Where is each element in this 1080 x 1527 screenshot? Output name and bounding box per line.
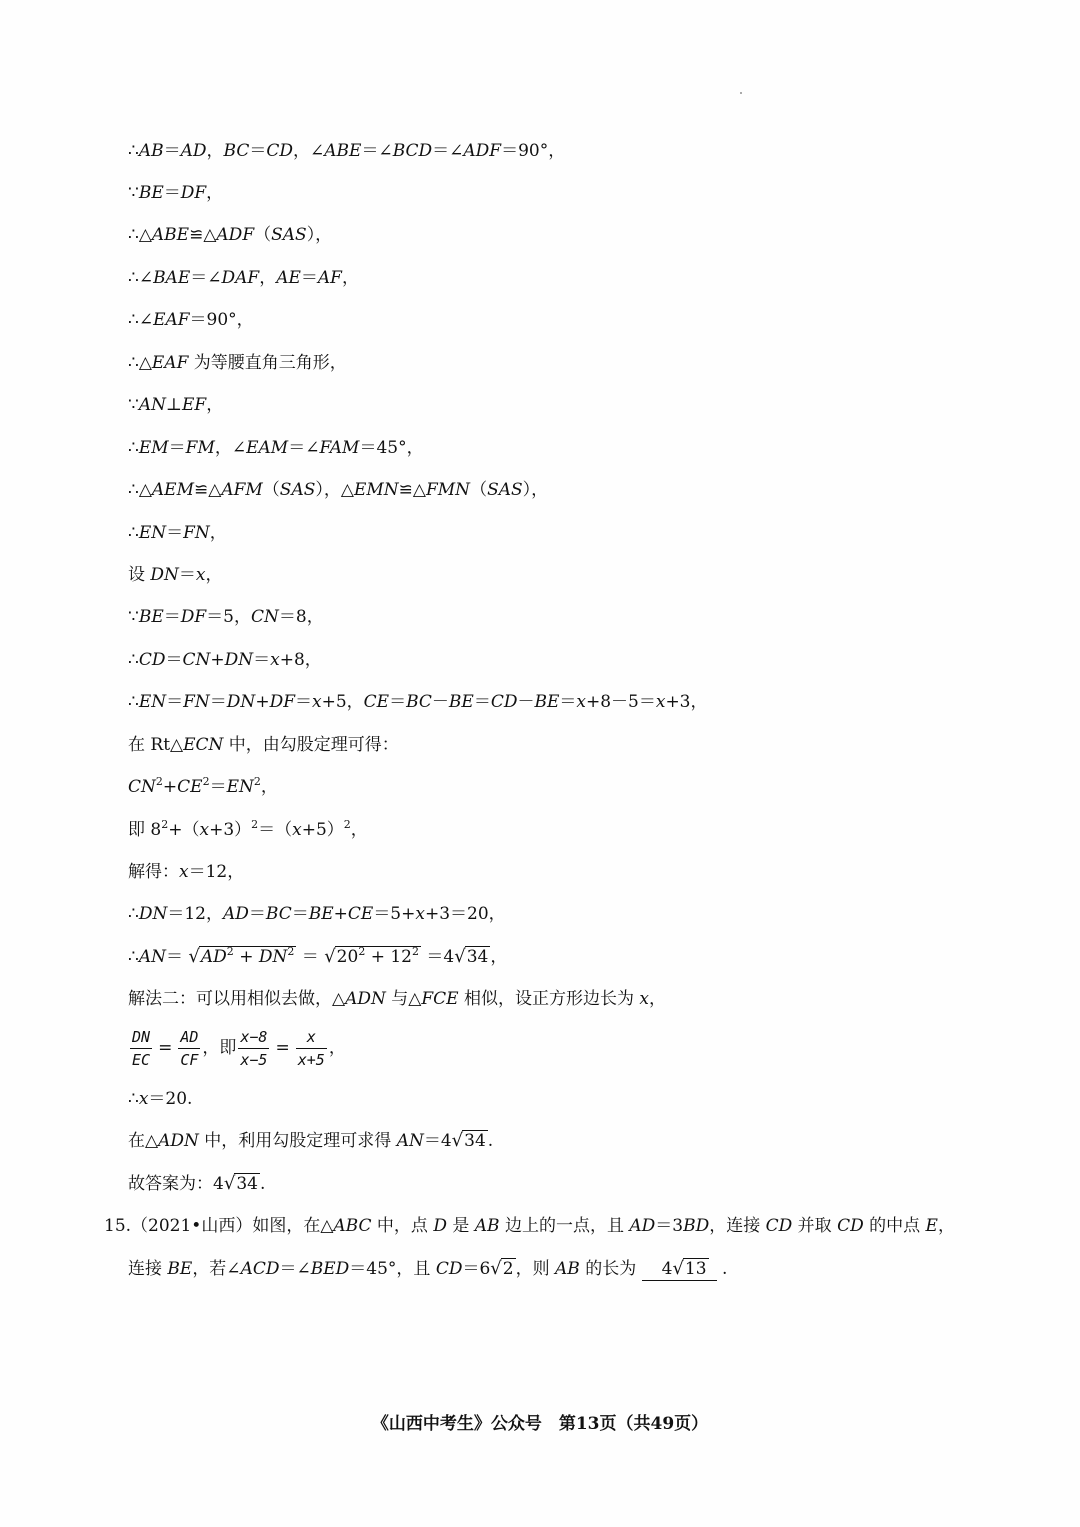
solution-line-9: ∴△AEM≌△AFM（SAS），△EMN≌△FMN（SAS）， (128, 480, 549, 500)
problem-15-line-1: 15.（2021•山西）如图，在△ABC 中，点 D 是 AB 边上的一点，且 AD＝3BD，连接 CD 并取 CD 的中点 E， (104, 1216, 955, 1236)
solution-line-22: $\frac{DN}{EC}$ = $\frac{AD}{CF}$ ，即 $\frac{x-8}{x-5}$ = $\frac{x}{x+5}$ ， (132, 1028, 346, 1069)
solution-line-4: ∴∠BAE＝∠DAF，AE＝AF， (128, 268, 359, 288)
fraction-x-minus: $\frac{x-8}{x-5}$ (240, 1028, 268, 1069)
solution-line-10: ∴EN＝FN， (128, 523, 227, 543)
solution-line-13: ∴CD＝CN+DN＝x+8， (128, 650, 322, 670)
solution-line-17: 即 $8^2+(x+3)^2=(x+5)^2$， (128, 818, 368, 840)
solution-line-1: ∴AB＝AD，BC＝CD，∠ABE＝∠BCD＝∠ADF＝90°， (128, 141, 566, 161)
solution-line-2: ∵BE＝DF， (128, 183, 224, 203)
scan-mark (740, 92, 742, 94)
solution-line-23: ∴x＝20. (128, 1089, 193, 1109)
solution-line-15: 在 Rt△ECN 中，由勾股定理可得： (128, 735, 399, 755)
solution-line-25: 故答案为：4√34 . (128, 1173, 266, 1194)
solution-line-21: 解法二：可以用相似去做，△ADN 与△FCE 相似，设正方形边长为 x， (128, 989, 666, 1009)
solution-line-24: 在△ADN 中，利用勾股定理可求得 AN＝4√34 . (128, 1130, 494, 1151)
solution-line-12: ∵BE＝DF＝5，CN＝8， (128, 607, 324, 627)
answer-blank: 4√13 (642, 1258, 717, 1281)
solution-line-3: ∴△ABE≌△ADF（SAS）， (128, 225, 333, 245)
solution-line-20: ∴AN＝ $√AD^2 + DN^2 = √20^2 + 12^2 =4√34$ ， (128, 945, 508, 967)
solution-line-8: ∴EM＝FM，∠EAM＝∠FAM＝45°， (128, 438, 424, 458)
page-footer: 《山西中考生》公众号 第13页（共49页） (371, 1414, 709, 1434)
solution-line-18: 解得：x＝12， (128, 862, 245, 882)
solution-line-14: ∴EN＝FN＝DN+DF＝x+5，CE＝BC－BE＝CD－BE＝x+8－5＝x+3， (128, 692, 708, 712)
problem-15-line-2: 连接 BE，若∠ACD＝∠BED＝45°，且 CD＝6√2 ，则 AB 的长为 4√13 . (128, 1258, 728, 1279)
fraction-dn-ec: $\frac{DN}{EC}$ (132, 1028, 151, 1069)
fraction-x-plus: $\frac{x}{x+5}$ (297, 1028, 325, 1069)
solution-line-5: ∴∠EAF＝90°， (128, 310, 254, 330)
solution-line-19: ∴DN＝12，AD＝BC＝BE+CE＝5+x+3＝20， (128, 904, 506, 924)
solution-line-7: ∵AN⊥EF， (128, 395, 224, 415)
solution-line-16: $CN^2+CE^2=EN^2$， (128, 775, 278, 797)
fraction-ad-cf: $\frac{AD}{CF}$ (180, 1028, 199, 1069)
solution-line-11: 设 DN＝x， (128, 565, 223, 585)
solution-line-6: ∴△EAF 为等腰直角三角形， (128, 353, 347, 373)
